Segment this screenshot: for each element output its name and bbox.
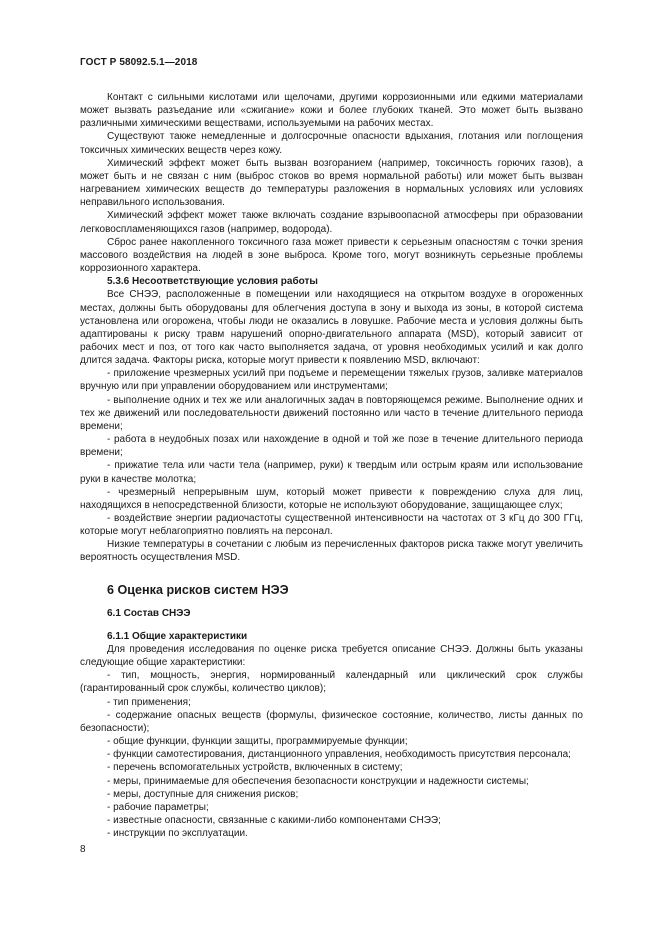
page-body	[80, 91, 583, 840]
list-item: - меры, доступные для снижения рисков;	[107, 788, 299, 800]
list-item: - меры, принимаемые для обеспечения безопасности конструкции и надежности системы;	[107, 775, 529, 787]
list-item: - перечень вспомогательных устройств, включенных в систему;	[107, 762, 403, 774]
list-item: - функции самотестирования, дистанционного управления, необходимость присутствия персонала;	[107, 749, 571, 761]
section-heading-6: 6 Оценка рисков систем НЭЭ	[107, 582, 289, 597]
list-item: - известные опасности, связанные с какими-либо компонентами СНЭЭ;	[107, 814, 441, 826]
list-item: - содержание опасных веществ (формулы, физическое состояние, количество, листы данных по безопасности);	[80, 709, 583, 734]
list-item: - приложение чрезмерных усилий при подъеме и перемещении тяжелых грузов, заливке материалов вручную или при управлении оборудованием или инструментами;	[80, 368, 583, 393]
list-item: - рабочие параметры;	[107, 801, 209, 813]
page-number: 8	[80, 844, 86, 855]
document-header: ГОСТ Р 58092.5.1—2018	[80, 57, 198, 68]
list-item: - чрезмерный непрерывным шум, который может привести к повреждению слуха для лиц, находящихся в непосредственной близости, которые не используют оборудование, защищающее слух;	[80, 486, 583, 511]
list-item: - выполнение одних и тех же или аналогичных задач в повторяющемся режиме. Выполнение одних и тех же движений или последовательности движений постоянно или часто в течение длительного периода времени;	[80, 394, 583, 432]
paragraph: Для проведения исследования по оценке риска требуется описание СНЭЭ. Должны быть указаны следующие общие характеристики:	[80, 643, 583, 669]
paragraph: Химический эффект может быть вызван возгоранием (например, токсичность горючих газов), а может быть и не связан с ним (выброс стоков во время нормальной работы) или может быть вызван нагреванием химических веществ до температуры разложения в нормальных условиях или условиях неправильного использования.	[80, 157, 583, 209]
list-item: - тип, мощность, энергия, нормированный календарный или циклический срок службы (гарантированный срок службы, количество циклов);	[80, 670, 583, 695]
list-item: - работа в неудобных позах или нахождение в одной и той же позе в течение длительного периода времени;	[80, 434, 583, 459]
paragraph: Сброс ранее накопленного токсичного газа может привести к серьезным опасностям с точки зрения массового воздействия на людей в зоне выброса. Кроме того, могут возникнуть серьезные проблемы коррозионного характера.	[80, 236, 583, 275]
paragraph: Все СНЭЭ, расположенные в помещении или находящиеся на открытом воздухе в огороженных местах, должны быть оборудованы для облегчения доступа в зону и выхода из зоны, в которой система установлена или огорожена, чтобы люди не оказались в ловушке. Рабочие места и условия должны быть адаптированы к риску травм нарушений опорно-двигательного аппарата (MSD), который зависит от рабочих мест и поз, от того как часто выполняется задача, от уровня необходимых усилий и как долго длится задача. Факторы риска, которые могут привести к появлению MSD, включают:	[80, 289, 583, 367]
list-item: - общие функции, функции защиты, программируемые функции;	[107, 736, 408, 748]
list-item: - тип применения;	[107, 696, 191, 708]
paragraph: Химический эффект может также включать создание взрывоопасной атмосферы при образовании легковоспламеняющихся газов (например, водорода).	[80, 210, 583, 235]
paragraph: Низкие температуры в сочетании с любым из перечисленных факторов риска также могут увеличить вероятность осуществления MSD.	[80, 539, 583, 564]
paragraph: Контакт с сильными кислотами или щелочами, другими коррозионными или едкими материалами может вызвать разъедание или «сжигание» кожи и более глубоких тканей. Это может быть вызвано различными химическими веществами, используемыми на рабочих местах.	[80, 92, 583, 130]
subsection-heading-6-1-1: 6.1.1 Общие характеристики	[107, 630, 248, 642]
list-item: - инструкции по эксплуатации.	[107, 828, 248, 840]
subsection-heading-5-3-6: 5.3.6 Несоответствующие условия работы	[107, 276, 318, 288]
list-item: - воздействие энергии радиочастоты существенной интенсивности на частотах от 3 кГц до 300 ГГц, которые могут неблагоприятно повлиять на персонал.	[80, 513, 583, 538]
list-item: - прижатие тела или части тела (например, руки) к твердым или острым краям или использование руки в качестве молотка;	[80, 460, 583, 485]
paragraph: Существуют также немедленные и долгосрочные опасности вдыхания, глотания или поглощения токсичных химических веществ через кожу.	[80, 131, 583, 156]
subsection-heading-6-1: 6.1 Состав СНЭЭ	[107, 607, 191, 619]
